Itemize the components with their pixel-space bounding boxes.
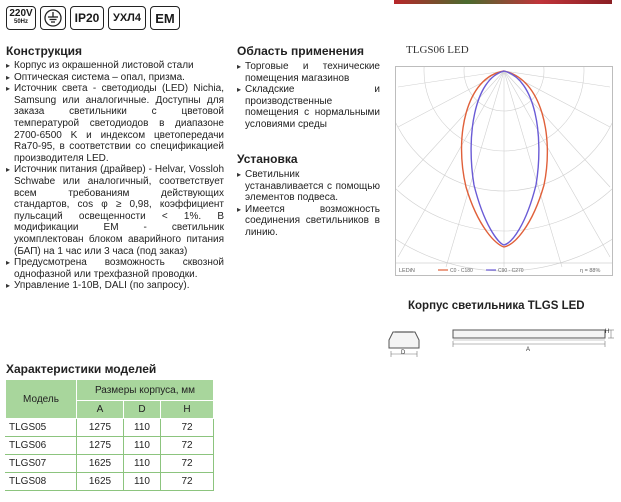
list-item: ▸ Источник питания (драйвер) - Helvar, Vossloh Schwabe или аналогичный, соответствует всем требованиям действующих стандартов, cos φ ≥ 0,98, коэффициент пульсаций освещенности < 1%. В модификации ЕМ - светильник укомплектован блоком аварийного питания (БАП) на 1 час или 3 часа (под заказ) <box>6 164 224 257</box>
voltage-badge <box>6 6 36 30</box>
table-row <box>6 455 214 473</box>
cell-model: TLGS05 <box>6 419 77 437</box>
emergency-badge: EM <box>150 6 180 30</box>
header-dimensions: Размеры корпуса, мм <box>77 380 214 401</box>
cell-a: 1625 <box>77 473 124 491</box>
cell-model: TLGS08 <box>6 473 77 491</box>
list-item: ▸ Светильник устанавливается с помощью элементов подвеса. <box>237 169 380 204</box>
construction-section <box>6 44 224 292</box>
models-table <box>5 379 214 491</box>
voltage-value: 220V <box>9 8 33 19</box>
housing-drawing <box>383 320 618 360</box>
cell-d: 110 <box>124 473 161 491</box>
application-title: Область применения <box>237 44 365 58</box>
cell-h: 72 <box>161 419 214 437</box>
cell-h: 72 <box>161 437 214 455</box>
list-item: ▸ Имеется возможность соединения светильников в линию. <box>237 204 380 239</box>
models-table-title: Характеристики моделей <box>6 362 157 376</box>
list-item: ▸ Управление 1-10В, DALI (по запросу). <box>6 280 224 292</box>
installation-title: Установка <box>237 152 298 166</box>
polar-footer-right: η = 88% <box>580 268 601 274</box>
application-list <box>237 61 380 131</box>
header-a: A <box>77 401 124 419</box>
climate-badge: УХЛ4 <box>108 6 146 30</box>
list-item: ▸ Складские и производственные помещения с нормальными условиями среды <box>237 84 380 130</box>
frequency-value: 50Hz <box>13 19 28 25</box>
cell-model: TLGS06 <box>6 437 77 455</box>
curve-c0-c180 <box>462 71 548 247</box>
legend-c0: C0 - C180 <box>450 268 473 274</box>
list-item: ▸ Торговые и технические помещения магазинов <box>237 61 380 84</box>
list-item: ▸ Предусмотрена возможность сквозной однофазной или трехфазной проводки. <box>6 257 224 280</box>
polar-chart-title: TLGS06 LED <box>406 44 469 56</box>
cell-h: 72 <box>161 455 214 473</box>
certification-badges <box>6 6 180 32</box>
cell-a: 1275 <box>77 419 124 437</box>
dim-a-label: A <box>526 347 531 353</box>
header-h: H <box>161 401 214 419</box>
dim-h-label: H <box>605 329 610 335</box>
header-d: D <box>124 401 161 419</box>
cell-d: 110 <box>124 419 161 437</box>
construction-title: Конструкция <box>6 44 83 58</box>
installation-list <box>237 169 380 239</box>
installation-section <box>237 152 380 239</box>
product-photo-strip <box>394 0 612 4</box>
application-section <box>237 44 380 131</box>
polar-light-distribution-chart <box>395 66 613 276</box>
cell-d: 110 <box>124 455 161 473</box>
list-item: ▸ Корпус из окрашенной листовой стали <box>6 60 224 72</box>
curve-c90-c270 <box>471 71 539 245</box>
housing-title: Корпус светильника TLGS LED <box>408 300 585 312</box>
list-item: ▸ Оптическая система – опал, призма. <box>6 72 224 84</box>
list-item: ▸ Источник света - светодиоды (LED) Nichia, Samsung или аналогичные. Доступны для заказа светильники с цветовой температурой светодиодов в диапазоне 2700-6500 K и индексом цветопередачи Ra70-95, в соответствии со спецификацией производителя LED. <box>6 83 224 164</box>
construction-list <box>6 60 224 292</box>
dim-d-label: D <box>401 350 406 356</box>
table-row <box>6 473 214 491</box>
cell-a: 1275 <box>77 437 124 455</box>
legend-c90: C90 - C270 <box>498 268 524 274</box>
table-row <box>6 419 214 437</box>
cell-model: TLGS07 <box>6 455 77 473</box>
ip-rating-badge: IP20 <box>70 6 104 30</box>
polar-chart-svg <box>396 67 612 275</box>
polar-footer-left: LEDiN <box>399 268 415 274</box>
cell-a: 1625 <box>77 455 124 473</box>
ground-icon <box>40 6 66 30</box>
cell-d: 110 <box>124 437 161 455</box>
table-row <box>6 437 214 455</box>
header-model: Модель <box>6 380 77 419</box>
cell-h: 72 <box>161 473 214 491</box>
